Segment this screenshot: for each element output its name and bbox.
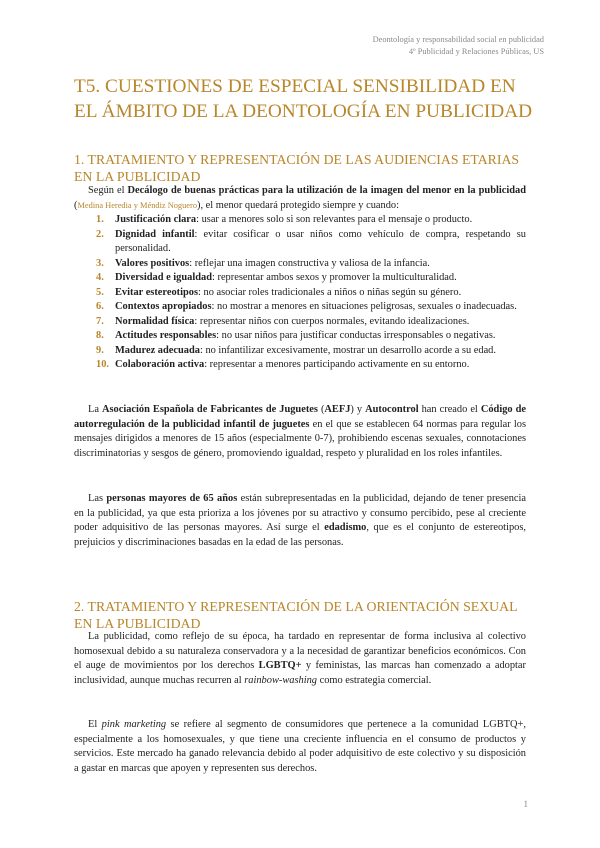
list-item: 3. Valores positivos: reflejar una imagen constructiva y valiosa de la infancia. xyxy=(96,257,430,269)
list-item: 2. Dignidad infantil: evitar cosificar o usar niños como vehículo de compra, respetando su personalidad. xyxy=(96,228,527,254)
list-item: 6. Contextos apropiados: no mostrar a menores en situaciones peligrosas, sexuales o inadecuadas. xyxy=(96,301,517,312)
pink-marketing-paragraph: El pink marketing se refiere al segmento de consumidores que pertenece a la comunidad LGBTQ+, especialmente a los homosexuales, y que tiene una creciente influencia en el consumo de productos y servicios. Este mercado ha ganado relevancia debido al poder adquisitivo de este colectivo y su disposición a gastar en marcas que apoyen y representen sus derechos. xyxy=(74,719,526,774)
decalogo-title: Decálogo de buenas prácticas para la utilización de la imagen del menor en la publicidad xyxy=(127,185,526,196)
list-item: 5. Evitar estereotipos: no asociar roles tradicionales a niños o niñas según su género. xyxy=(96,286,462,298)
list-item: 1. Justificación clara: usar a menores solo si son relevantes para el mensaje o producto. xyxy=(96,214,473,225)
section-2-heading: 2. TRATAMIENTO Y REPRESENTACIÓN DE LA ORIENTACIÓN SEXUAL EN LA PUBLICIDAD xyxy=(74,599,518,631)
list-item: 7. Normalidad física: representar niños con cuerpos normales, evitando idealizaciones. xyxy=(96,315,470,327)
inclusive-paragraph: La publicidad, como reflejo de su época, ha tardado en representar de forma inclusiva al colectivo homosexual debido a su naturaleza conservadora y a la necesidad de garantizar beneficios económicos. Con el auge de movimientos por los derechos LGBTQ+ y feministas, las marcas han comenzado a adoptar inclusividad, aunque muchas recurren al rainbow-washing como estrategia comercial. xyxy=(74,631,526,686)
list-item: 10. Colaboración activa: representar a menores participando activamente en su entorno. xyxy=(96,359,470,370)
aefj-paragraph: La Asociación Española de Fabricantes de Juguetes (AEFJ) y Autocontrol han creado el Código de autorregulación de la publicidad infantil de juguetes en el que se establecen 64 normas para regular los mensajes dirigidos a menores de 15 años (especialmente 0-7), prohibiendo escenas sexuales, connotaciones discriminatorias y sesgos de género, promoviendo igualdad, respeto y pluralidad en los roles infantiles. xyxy=(74,404,527,459)
list-item: 9. Madurez adecuada: no infantilizar excesivamente, mostrar un desarrollo acorde a su edad. xyxy=(96,344,496,356)
section-1-intro: Según el Decálogo de buenas prácticas para la utilización de la imagen del menor en la publicidad (Medina Heredia y Méndiz Noguero), el menor quedará protegido siempre y cuando: xyxy=(74,185,526,211)
decalogo-list xyxy=(96,213,526,373)
page-title: T5. CUESTIONES DE ESPECIAL SENSIBILIDAD EN EL ÁMBITO DE LA DEONTOLOGÍA EN PUBLICIDAD xyxy=(74,76,533,122)
page-number: 1 xyxy=(523,799,528,809)
header-degree: 4º Publicidad y Relaciones Públicas, US xyxy=(408,47,544,56)
running-header xyxy=(373,34,544,58)
header-course: Deontología y responsabilidad social en publicidad xyxy=(372,35,544,44)
list-item: 4. Diversidad e igualdad: representar ambos sexos y promover la multiculturalidad. xyxy=(96,272,457,283)
list-item: 8. Actitudes responsables: no usar niños para justificar conductas irresponsables o negativas. xyxy=(96,330,496,341)
seniors-paragraph: Las personas mayores de 65 años están subrepresentadas en la publicidad, dejando de tener presencia en la publicidad, ya que esta prioriza a los jóvenes por su atractivo y consumo percibido, pese al creciente poder adquisitivo de las personas mayores. Así surge el edadismo, que es el conjunto de estereotipos, prejuicios y discriminaciones basadas en la edad de las personas. xyxy=(74,493,526,548)
section-1-heading: 1. TRATAMIENTO Y REPRESENTACIÓN DE LAS AUDIENCIAS ETARIAS EN LA PUBLICIDAD xyxy=(74,152,520,184)
citation-authors: Medina Heredia y Méndiz Noguero xyxy=(77,200,198,210)
